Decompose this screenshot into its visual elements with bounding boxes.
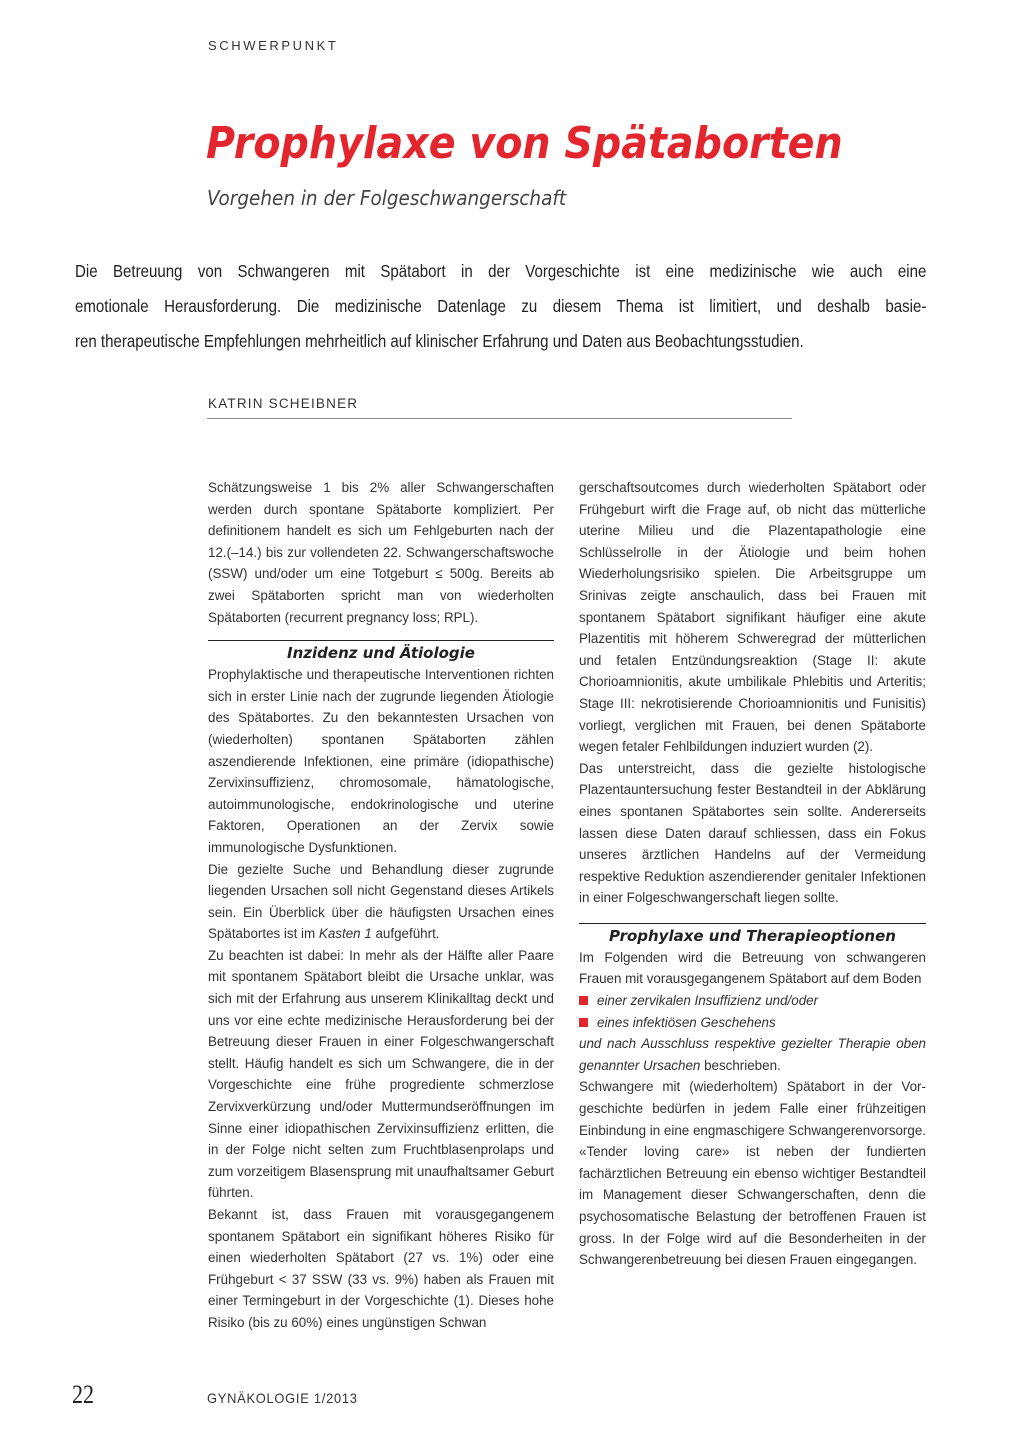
lead-line: Die Betreuung von Schwangeren mit Spätabort in der Vorgeschichte ist eine medizinische wie auch eine <box>75 261 927 281</box>
red-square-bullet-icon <box>579 1018 588 1027</box>
body-paragraph: Das unterstreicht, dass die gezielte histologische Plazentauntersuchung fester Bestandteil in der Abklärung eines spontanen Spätabortes sein sollte. Andererseits lassen diese Daten darauf schliessen, dass ein Fokus unseres ärztlichen Handelns auf der Vermeidung respektive Reduktion aszendierender genitaler Infektionen in einer Folgeschwangerschaft liegen sollte. <box>579 760 926 906</box>
red-square-bullet-icon <box>579 996 588 1005</box>
body-text: beschrieben. <box>700 1057 781 1073</box>
body-paragraph <box>579 1033 926 1076</box>
section-heading-inzidenz: Inzidenz und Ätiologie <box>287 644 475 663</box>
page-number: 22 <box>72 1380 95 1409</box>
section-label: SCHWERPUNKT <box>208 38 339 53</box>
intro-paragraph: Schätzungsweise 1 bis 2% aller Schwangerschaften werden durch spontane Spätaborte kompliziert. Per definitionem handelt es sich um Fehlgeburten nach der 12.(–14.) bis zur vollendeten 22. Schwangerschaftswoche (SSW) und/oder um eine Totgeburt ≤ 500g. Bereits ab zwei Spätaborten spricht man von wiederholten Spätaborten (recurrent pregnancy loss; RPL). <box>208 480 554 625</box>
body-paragraph: Schwangere mit (wiederholtem) Spätabort in der Vorgeschichte bedürfen in jedem Falle einer frühzeitigen Einbindung in eine engmaschigere Schwangerenvorsorge. «Tender loving care» ist neben der fundierten fachärztlichen Betreuung ein ebenso wichtiger Bestandteil im Management dieser Schwangerschaften, denn die psychosomatische Belastung der betroffenen Frauen ist gross. In der Folge wird auf die Besonderheiten in der Schwangerenbetreuung bei diesen Frauen eingegangen. <box>579 1079 926 1268</box>
bullet-item <box>579 990 926 1012</box>
body-paragraph <box>208 859 554 945</box>
box-reference: Kasten 1 <box>318 926 372 942</box>
body-text: Die gezielte Suche und Behandlung dieser zugrunde liegenden Ursachen soll nicht Gegenstand dieses Artikels sein. Ein Überblick über die häufigsten Ursachen eines Spätabortes ist im <box>208 861 554 942</box>
body-paragraph: Bekannt ist, dass Frauen mit vorausgegangenem spontanem Spätabort ein signifikant höheres Risiko für einen wiederholten Spätabort (27 vs. 1%) oder eine Frühgeburt < 37 SSW (33 vs. 9%) haben als Frauen mit einer Termingeburt in der Vorgeschichte (1). Dieses hohe Risiko (bis zu 60%) eines ungünstigen Schwan <box>208 1207 554 1330</box>
body-text: aufgeführt. <box>371 926 440 942</box>
body-paragraph: Im Folgenden wird die Betreuung von schwangeren Frauen mit vorausgegangenem Spätabort auf dem Boden <box>579 949 926 987</box>
article-title: Prophylaxe von Spätaborten <box>206 118 843 169</box>
article-subtitle: Vorgehen in der Folgeschwangerschaft <box>207 186 567 210</box>
right-column <box>579 477 926 1271</box>
italic-text: und nach Ausschluss respektive gezielter Therapie oben genannter Ursachen <box>579 1036 926 1073</box>
author-name: KATRIN SCHEIBNER <box>208 396 359 411</box>
body-paragraph: gerschaftsoutcomes durch wiederholten Spätabort oder Frühgeburt wirft die Frage auf, ob nicht das mütterliche uterine Milieu und die Plazentapathologie eine Schlüsselrolle in der Ätiologie und beim hohen Wiederholungsrisiko spielen. Die Arbeitsgruppe um Srinivas zeigte anschaulich, dass bei Frauen mit spontanem Spätabort signifikant häufiger eine akute Plazentitis mit höherem Schweregrad der mütterlichen und fetalen Entzündungsreaktion (Stage II: akute Chorioamnionitis, akute umbilikale Phlebitis und Arteritis; Stage III: nekrotisierende Chorioamnionitis und Funisitis) vorliegt, verglichen mit Frauen, bei denen Spätaborte wegen fetaler Fehlbildungen induziert wurden (2). <box>579 480 926 755</box>
body-paragraph: Zu beachten ist dabei: In mehr als der Hälfte aller Paare mit spontanem Spätabort bleibt die Ursache unklar, was sich mit der Erfahrung aus unserem Klinikalltag deckt und uns vor eine echte medizinische Herausforderung bei der Betreuung dieser Frauen in einer Folgeschwangerschaft stellt. Häufig handelt es sich um Schwangere, die in der Vorgeschichte eine frühe progrediente schmerzlose Zervixverkürzung und/oder Muttermundseröffnungen im Sinne einer idiopathischen Zervixinsuffizienz erlitten, die in der Folge nicht selten zum Fruchtblasenprolaps und zum vorzeitigem Blasensprung mit unaufhaltsamer Geburt führten. <box>208 947 554 1201</box>
left-column <box>208 477 554 1334</box>
lead-paragraph <box>75 254 927 359</box>
bullet-text: einer zervikalen Insuffizienz und/oder <box>597 993 819 1009</box>
section-divider <box>208 640 554 641</box>
journal-name: GYNÄKOLOGIE 1/2013 <box>207 1390 358 1406</box>
lead-line: emotionale Herausforderung. Die medizinische Datenlage zu diesem Thema ist limitiert, und deshalb basie- <box>75 296 927 316</box>
bullet-text: eines infektiösen Geschehens <box>597 1014 776 1030</box>
body-paragraph: Prophylaktische und therapeutische Interventionen richten sich in erster Linie nach der zugrunde liegenden Ätiologie des Spätabortes. Zu den bekanntesten Ursachen von (wiederholten) spontanen Spätaborten zählen aszendierende Infektionen, eine primäre (idiopathische) Zervixinsuffizienz, chromosomale, hämatologische, autoimmunologische, endokrinologische und uterine Faktoren, Operationen an der Zervix sowie immunologische Dysfunktionen. <box>208 667 554 855</box>
author-divider <box>207 418 792 419</box>
section-heading-prophylaxe: Prophylaxe und Therapieoptionen <box>609 926 896 945</box>
section-divider <box>579 923 926 924</box>
bullet-item <box>579 1012 926 1034</box>
lead-line: ren therapeutische Empfehlungen mehrheitlich auf klinischer Erfahrung und Daten aus Beobachtungsstudien. <box>75 331 804 351</box>
